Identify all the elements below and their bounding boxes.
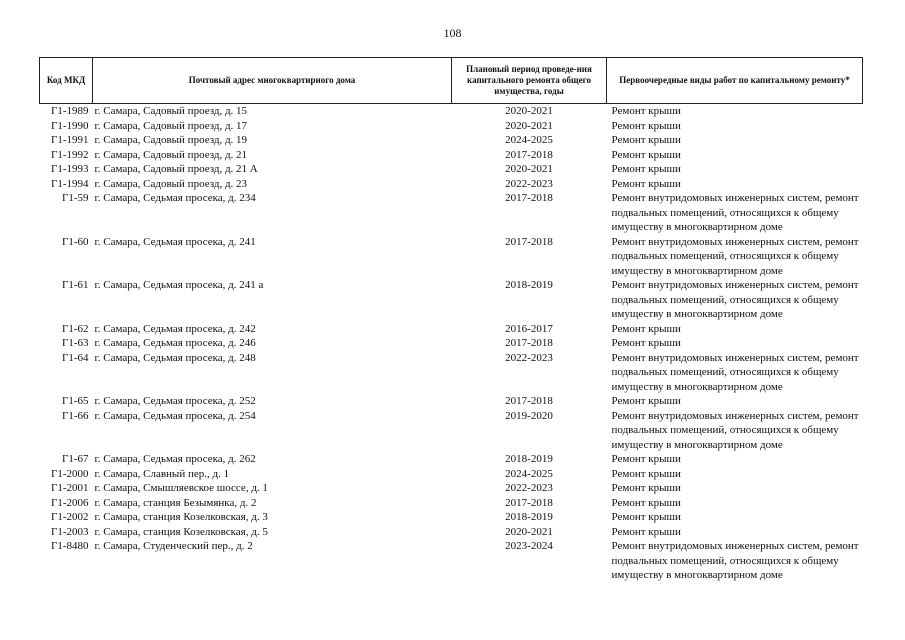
cell-period: 2020-2021	[505, 105, 553, 117]
cell-period: 2022-2023	[505, 351, 553, 364]
cell-code: Г1-1993	[50, 163, 89, 175]
cell-period: 2018-2019	[505, 279, 553, 291]
cell-address: г. Самара, Садовый проезд, д. 23	[94, 177, 248, 190]
cell-period: 2018-2019	[505, 511, 553, 523]
table-row	[40, 394, 863, 409]
cell-works: Ремонт крыши	[611, 337, 681, 349]
cell-address: г. Самара, Садовый проезд, д. 21	[94, 148, 248, 161]
cell-address: г. Самара, Седьмая просека, д. 234	[94, 192, 256, 204]
cell-address: г. Самара, Седьмая просека, д. 262	[94, 453, 256, 465]
table-row	[40, 496, 863, 511]
table-row	[40, 409, 863, 453]
cell-period: 2022-2023	[505, 482, 553, 494]
cell-address: г. Самара, Садовый проезд, д. 17	[94, 119, 248, 132]
table-row	[40, 510, 863, 525]
table-row	[40, 467, 863, 482]
cell-address: г. Самара, Студенческий пер., д. 2	[94, 540, 253, 552]
table-row	[40, 322, 863, 337]
table-row	[40, 278, 863, 322]
cell-period: 2024-2025	[505, 467, 553, 480]
table-row	[40, 452, 863, 467]
cell-works: Ремонт крыши	[611, 525, 681, 538]
cell-address: г. Самара, Славный пер., д. 1	[94, 467, 230, 480]
cell-address: г. Самара, Седьмая просека, д. 246	[94, 337, 256, 349]
cell-address: г. Самара, Седьмая просека, д. 241	[94, 235, 256, 248]
cell-works: Ремонт крыши	[611, 163, 681, 175]
cell-works: Ремонт крыши	[611, 134, 681, 146]
cell-address: г. Самара, Садовый проезд, д. 21 А	[94, 163, 258, 175]
table-row	[40, 119, 863, 134]
cell-works: Ремонт крыши	[611, 511, 681, 523]
page-number: 108	[443, 26, 462, 40]
cell-period: 2020-2021	[505, 163, 553, 175]
cell-works: Ремонт внутридомовых инженерных систем, ремонт подвальных помещений, относящихся к общему имуществу в многоквартирном доме	[611, 235, 859, 277]
cell-works: Ремонт крыши	[611, 105, 681, 117]
table-row	[40, 235, 863, 279]
cell-address: г. Самара, Садовый проезд, д. 15	[94, 105, 248, 117]
cell-works: Ремонт крыши	[611, 177, 681, 190]
table-row	[40, 539, 863, 583]
cell-works: Ремонт внутридомовых инженерных систем, ремонт подвальных помещений, относящихся к общему имуществу в многоквартирном доме	[611, 540, 859, 581]
cell-period: 2017-2018	[505, 192, 553, 204]
cell-code: Г1-66	[61, 409, 89, 422]
cell-works: Ремонт крыши	[611, 496, 681, 509]
cell-works: Ремонт внутридомовых инженерных систем, ремонт подвальных помещений, относящихся к общему имуществу в многоквартирном доме	[611, 192, 859, 233]
table-row	[40, 133, 863, 148]
cell-address: г. Самара, Садовый проезд, д. 19	[94, 134, 248, 146]
cell-works: Ремонт крыши	[611, 467, 681, 480]
cell-works: Ремонт крыши	[611, 148, 681, 161]
cell-code: Г1-65	[61, 395, 89, 407]
table-row	[40, 351, 863, 395]
cell-period: 2017-2018	[505, 337, 553, 349]
cell-address: г. Самара, Седьмая просека, д. 248	[94, 351, 256, 364]
cell-works: Ремонт внутридомовых инженерных систем, ремонт подвальных помещений, относящихся к общему имуществу в многоквартирном доме	[611, 279, 859, 320]
cell-period: 2024-2025	[505, 134, 553, 146]
table-row	[40, 525, 863, 540]
cell-period: 2023-2024	[505, 540, 553, 552]
table-row	[40, 162, 863, 177]
cell-period: 2017-2018	[505, 148, 553, 161]
header-period: Плановый период проведе-ния капитального ремонта общего имущества, годы	[452, 58, 607, 104]
cell-code: Г1-2001	[50, 482, 89, 494]
cell-code: Г1-67	[61, 453, 89, 465]
cell-code: Г1-2003	[50, 525, 89, 538]
cell-period: 2017-2018	[505, 395, 553, 407]
table-row	[40, 481, 863, 496]
cell-period: 2020-2021	[505, 119, 553, 132]
cell-works: Ремонт крыши	[611, 453, 681, 465]
cell-code: Г1-1994	[50, 177, 89, 190]
cell-address: г. Самара, Седьмая просека, д. 241 а	[94, 279, 264, 291]
cell-works: Ремонт крыши	[611, 395, 681, 407]
cell-period: 2019-2020	[505, 409, 553, 422]
cell-works: Ремонт внутридомовых инженерных систем, ремонт подвальных помещений, относящихся к общему имуществу в многоквартирном доме	[611, 351, 859, 393]
table-row	[40, 148, 863, 163]
cell-period: 2022-2023	[505, 177, 553, 190]
cell-code: Г1-2000	[50, 467, 89, 480]
table-row	[40, 336, 863, 351]
cell-period: 2017-2018	[505, 496, 553, 509]
cell-code: Г1-1990	[50, 119, 89, 132]
cell-period: 2016-2017	[505, 322, 553, 335]
table-row	[40, 191, 863, 235]
cell-works: Ремонт крыши	[611, 119, 681, 132]
cell-works: Ремонт крыши	[611, 482, 681, 494]
cell-period: 2017-2018	[505, 235, 553, 248]
cell-period: 2020-2021	[505, 525, 553, 538]
cell-code: Г1-1991	[50, 134, 89, 146]
header-works: Первоочередные виды работ по капитальному ремонту*	[607, 58, 863, 104]
header-code: Код МКД	[40, 58, 93, 104]
cell-address: г. Самара, станция Безымянка, д. 2	[94, 496, 257, 509]
header-row	[40, 58, 863, 104]
cell-address: г. Самара, станция Козелковская, д. 3	[94, 511, 268, 523]
cell-code: Г1-62	[61, 322, 89, 335]
cell-address: г. Самара, Седьмая просека, д. 242	[94, 322, 256, 335]
cell-code: Г1-1992	[50, 148, 89, 161]
cell-address: г. Самара, Седьмая просека, д. 252	[94, 395, 256, 407]
cell-code: Г1-59	[61, 192, 89, 204]
table-row	[40, 104, 863, 119]
table-row	[40, 177, 863, 192]
cell-address: г. Самара, Смышляевское шоссе, д. 1	[94, 482, 268, 494]
cell-works: Ремонт крыши	[611, 322, 681, 335]
cell-code: Г1-63	[61, 337, 89, 349]
capital-repair-table	[39, 57, 863, 583]
cell-code: Г1-64	[61, 351, 89, 364]
cell-period: 2018-2019	[505, 453, 553, 465]
cell-code: Г1-60	[61, 235, 89, 248]
cell-code: Г1-2006	[50, 496, 89, 509]
cell-code: Г1-8480	[50, 540, 89, 552]
cell-address: г. Самара, Седьмая просека, д. 254	[94, 409, 256, 422]
cell-code: Г1-61	[61, 279, 89, 291]
header-address: Почтовый адрес многоквартирного дома	[93, 58, 452, 104]
cell-code: Г1-1989	[50, 105, 89, 117]
table-body	[40, 104, 863, 583]
cell-code: Г1-2002	[50, 511, 89, 523]
cell-address: г. Самара, станция Козелковская, д. 5	[94, 525, 268, 538]
cell-works: Ремонт внутридомовых инженерных систем, ремонт подвальных помещений, относящихся к общему имуществу в многоквартирном доме	[611, 409, 859, 451]
